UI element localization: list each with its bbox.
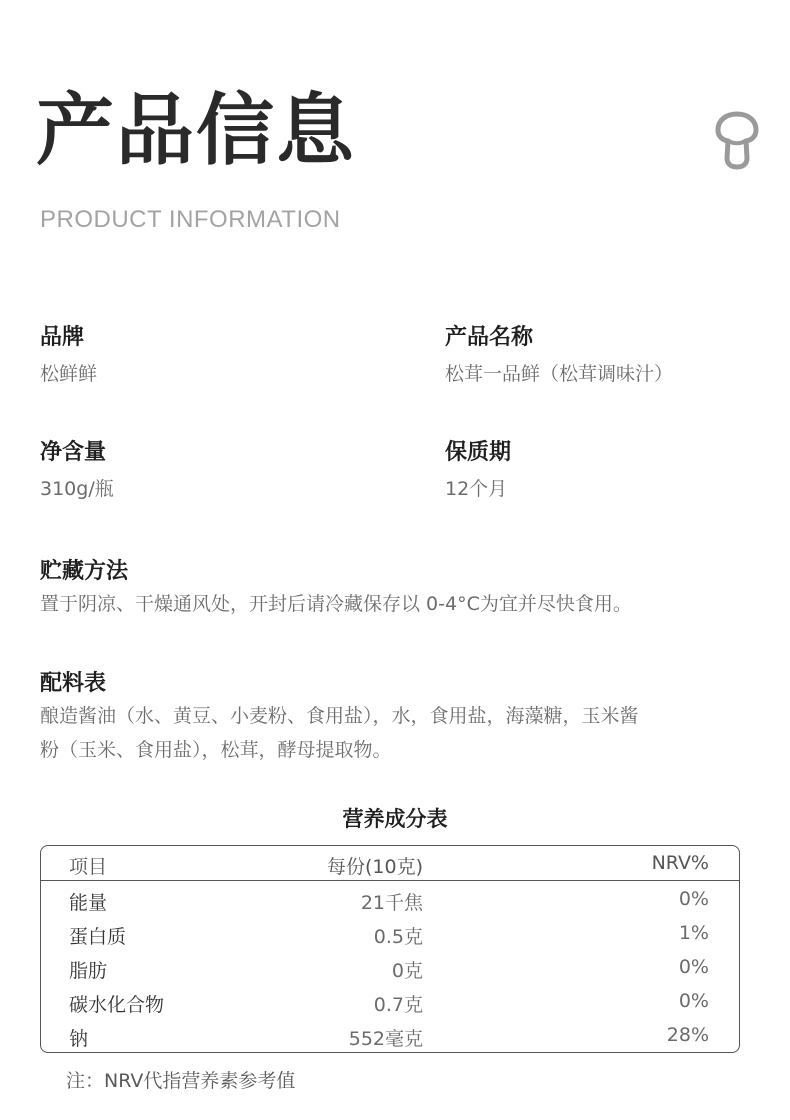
- nutrition-title: 营养成分表: [342, 807, 448, 831]
- nutrient-amount: 0克: [391, 960, 423, 982]
- header-item: 项目: [69, 856, 108, 878]
- ingredients-line-1: 酿造酱油（水、黄豆、小麦粉、食用盐），水，食用盐，海藻糖，玉米酱: [40, 705, 639, 728]
- nutrient-amount: 0.7克: [373, 994, 423, 1016]
- table-row: [41, 916, 739, 950]
- storage-label: 贮藏方法: [40, 559, 129, 584]
- net-content-value: 310g/瓶: [40, 478, 114, 501]
- nutrient-name: 脂肪: [69, 960, 108, 982]
- shelf-life-field: [445, 440, 511, 501]
- nutrient-name: 碳水化合物: [69, 994, 165, 1016]
- product-name-field: [445, 325, 673, 386]
- ingredients-line-2: 粉（玉米、食用盐），松茸，酵母提取物。: [40, 739, 392, 762]
- nutrient-name: 钠: [69, 1028, 89, 1050]
- storage-text: 置于阴凉、干燥通风处，开封后请冷藏保存以 0-4°C为宜并尽快食用。: [40, 593, 632, 616]
- brand-label: 品牌: [40, 325, 85, 350]
- nutrition-table: [40, 845, 740, 1053]
- table-row: [41, 984, 739, 1018]
- storage-section: [40, 559, 752, 621]
- nutrition-header-row: [41, 846, 739, 881]
- table-row: [41, 882, 739, 916]
- table-row: [41, 950, 739, 984]
- product-name-value: 松茸一品鲜（松茸调味汁）: [445, 363, 674, 386]
- table-row: [41, 1018, 739, 1052]
- net-content-label: 净含量: [40, 440, 107, 465]
- shelf-life-value: 12个月: [445, 478, 508, 501]
- page-title: 产品信息: [36, 86, 357, 176]
- nutrient-name: 能量: [69, 892, 108, 914]
- product-name-label: 产品名称: [445, 325, 534, 350]
- mushroom-icon: [714, 110, 760, 170]
- shelf-life-label: 保质期: [445, 440, 512, 465]
- nutrient-name: 蛋白质: [69, 926, 127, 948]
- nutrient-nrv: 28%: [666, 1024, 709, 1046]
- page-subtitle: PRODUCT INFORMATION: [40, 206, 341, 233]
- brand-field: [40, 325, 97, 386]
- nutrient-amount: 0.5克: [373, 926, 423, 948]
- nutrient-nrv: 0%: [678, 956, 709, 978]
- nutrient-nrv: 1%: [678, 922, 709, 944]
- header-per-serving: 每份(10克): [326, 856, 423, 878]
- ingredients-section: [40, 671, 755, 767]
- header-nrv: NRV%: [651, 852, 709, 874]
- brand-value: 松鲜鲜: [40, 363, 98, 386]
- nutrient-amount: 552毫克: [348, 1028, 423, 1050]
- footnote: 注：NRV代指营养素参考值: [66, 1070, 296, 1092]
- nutrient-nrv: 0%: [678, 888, 709, 910]
- nutrient-amount: 21千焦: [360, 892, 423, 914]
- ingredients-label: 配料表: [40, 671, 107, 696]
- nutrient-nrv: 0%: [678, 990, 709, 1012]
- net-content-field: [40, 440, 114, 501]
